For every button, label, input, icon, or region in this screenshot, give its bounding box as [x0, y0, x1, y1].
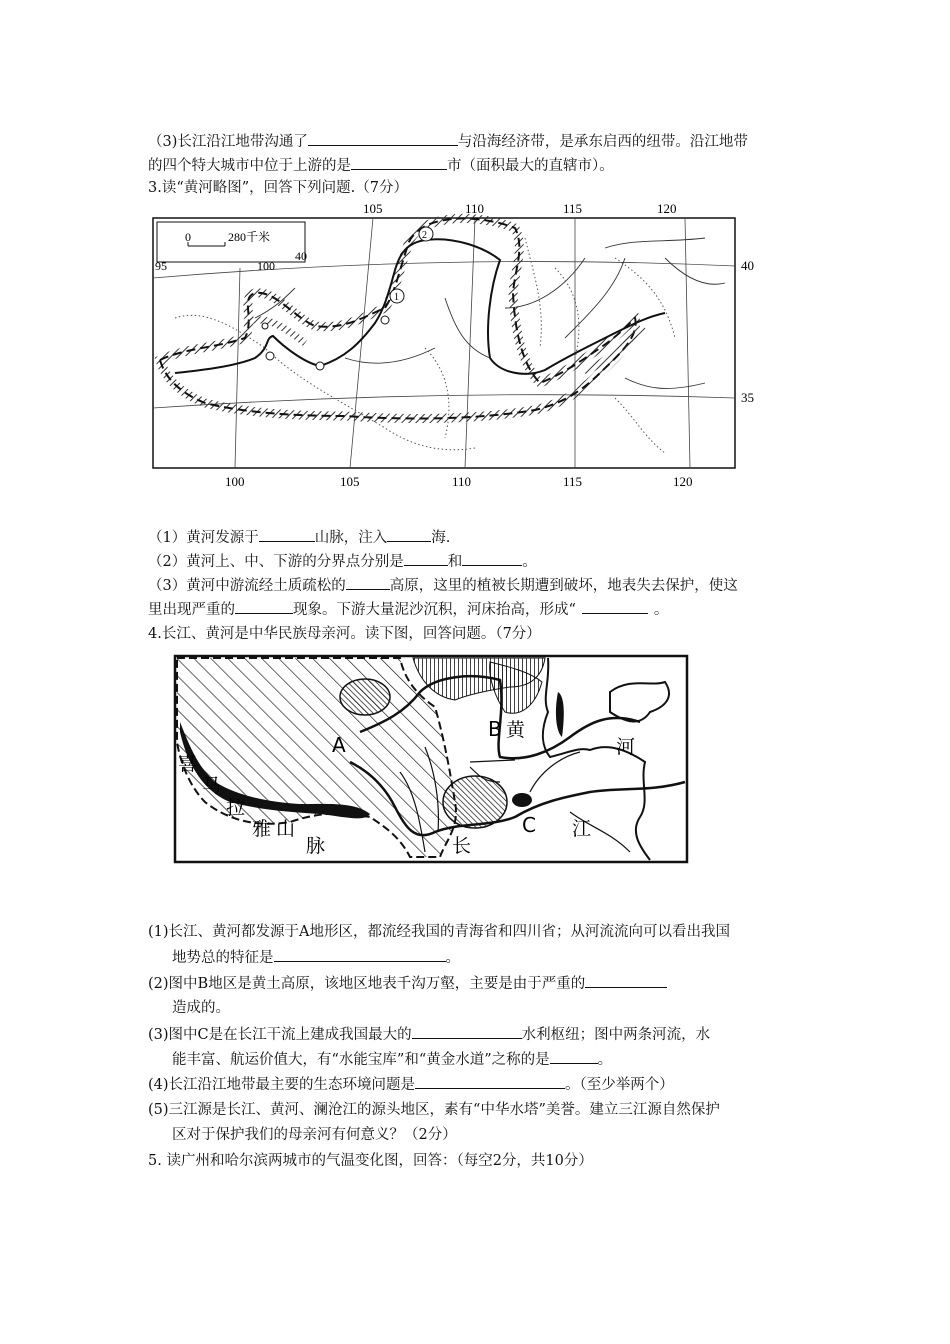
blank — [235, 599, 293, 614]
q2-3-line-2 — [148, 155, 614, 176]
q2-3-text: 市（面积最大的直辖市）。 — [447, 158, 614, 174]
q3-text: 高原，这里的植被长期遭到破坏，地表失去保护，使这 — [389, 578, 738, 594]
basin-boundary-hatch — [160, 218, 636, 418]
q3-title: 3.读“黄河略图”，回答下列问题.（7分） — [148, 180, 408, 196]
label-himalaya-4: 雅 — [252, 818, 272, 840]
q4-text: 。（至少举两个） — [565, 1077, 674, 1093]
q2-3-line-1 — [148, 131, 748, 152]
city-marker — [266, 352, 274, 360]
lat-inner-40: 40 — [295, 249, 307, 263]
lon-top-105: 105 — [363, 201, 383, 216]
blank — [274, 947, 446, 962]
blank — [585, 973, 667, 988]
label-huang: 黄 — [506, 719, 526, 741]
q2-3-text: （3)长江沿江地带沟通了 — [148, 134, 308, 150]
label-c: C — [522, 813, 536, 837]
three-gorges-marker — [512, 793, 532, 807]
q3-s2 — [148, 551, 537, 572]
tributaries — [255, 238, 725, 388]
q4-p1: (1)长江、黄河都发源于A地形区，都流经我国的青海省和四川省；从河流流向可以看出我国 — [148, 924, 731, 940]
label-chang: 长 — [452, 835, 472, 857]
lat-right-35: 35 — [741, 390, 754, 405]
q4-title: 4.长江、黄河是中华民族母亲河。读下图，回答问题。（7分） — [148, 626, 541, 642]
q3-s1 — [148, 527, 450, 548]
label-himalaya-6: 脉 — [306, 835, 326, 857]
q2-3-text: 的四个特大城市中位于上游的是 — [148, 158, 351, 174]
q4-text: 水利枢纽；图中两条河流，水 — [521, 1027, 711, 1043]
q4-p3 — [148, 1024, 710, 1045]
blank — [550, 1049, 598, 1064]
label-a: A — [332, 733, 346, 757]
q3-text: （3）黄河中游流经土质疏松的 — [148, 578, 346, 594]
q3-text: 现象。下游大量泥沙沉积，河床抬高，形成“ — [293, 602, 576, 618]
blank — [346, 575, 390, 590]
city-marker — [262, 323, 268, 329]
blank — [387, 527, 431, 542]
lon-inner-95: 95 — [155, 259, 167, 273]
q3-s3-cont — [148, 599, 668, 620]
scale-label: 280千米 — [228, 230, 271, 244]
scale-zero: 0 — [185, 230, 191, 244]
lon-bottom-120: 120 — [673, 474, 693, 489]
label-jiang: 江 — [572, 818, 592, 840]
q3-s3 — [148, 575, 738, 596]
blank — [412, 1024, 522, 1039]
blank — [462, 551, 522, 566]
q4-text: 能丰富、航运价值大，有“水能宝库”和“黄金水道”之称的是 — [172, 1052, 550, 1068]
mountain-hatch — [245, 320, 305, 343]
qaidam-basin — [340, 679, 390, 715]
q4-p4 — [148, 1074, 674, 1095]
label-himalaya-2: 马 — [202, 775, 222, 797]
q3-text: 。 — [653, 602, 669, 618]
q4-p2 — [148, 973, 667, 994]
q4-p5: (5)三江源是长江、黄河、澜沧江的源头地区，素有“中华水塔”美誉。建立三江源自然保护 — [148, 1102, 720, 1118]
q2-3-text: 与沿海经济带，是承东启西的纽带。沿江地带 — [457, 134, 748, 150]
label-himalaya-3: 拉 — [226, 797, 246, 819]
blank — [415, 1074, 565, 1089]
q4-text: 地势总的特征是 — [172, 950, 274, 966]
label-he: 河 — [616, 736, 636, 758]
q4-text: (3)图中C是在长江干流上建成我国最大的 — [148, 1027, 412, 1043]
q4-p1-cont — [172, 947, 460, 968]
q4-p5-cont: 区对于保护我们的母亲河有何意义？（2分） — [172, 1127, 457, 1143]
lon-bottom-105: 105 — [340, 474, 360, 489]
basin-boundary — [160, 218, 636, 418]
lon-bottom-115: 115 — [563, 474, 583, 489]
lat-right-40: 40 — [741, 258, 754, 273]
q3-text: 海. — [431, 530, 451, 546]
lon-inner-100: 100 — [257, 259, 275, 273]
q4-text: 。 — [445, 950, 460, 966]
lon-top-110: 110 — [465, 201, 485, 216]
yellow-river-map — [145, 198, 755, 498]
q4-p2-cont: 造成的。 — [172, 1000, 230, 1016]
lon-top-115: 115 — [563, 201, 583, 216]
lon-bottom-110: 110 — [452, 474, 472, 489]
blank — [582, 599, 648, 614]
q4-text: (4)长江沿江地带最主要的生态环境问题是 — [148, 1077, 416, 1093]
sichuan-basin — [443, 776, 507, 828]
blank — [259, 527, 315, 542]
city-marker — [316, 362, 324, 370]
q3-text: （2）黄河上、中、下游的分界点分别是 — [148, 554, 404, 570]
city-marker — [381, 316, 389, 324]
lon-bottom-100: 100 — [225, 474, 245, 489]
label-b: B — [488, 717, 502, 741]
marker-2-label: 2 — [422, 230, 427, 241]
label-himalaya-5: 山 — [276, 818, 296, 840]
blank — [404, 551, 448, 566]
blank — [351, 155, 447, 170]
q3-text: 里出现严重的 — [148, 602, 235, 618]
q4-text: (2)图中B地区是黄土高原，该地区地表千沟万壑，主要是由于严重的 — [148, 976, 586, 992]
q3-text: 。 — [522, 554, 537, 570]
marker-1-label: 1 — [394, 292, 399, 303]
q3-text: （1）黄河发源于 — [148, 530, 259, 546]
label-himalaya-1: 喜 — [178, 753, 198, 775]
lon-top-120: 120 — [657, 201, 677, 216]
q4-text: 。 — [597, 1052, 613, 1068]
q3-text: 和 — [447, 554, 463, 570]
two-rivers-map — [170, 652, 695, 867]
q4-p3-cont — [172, 1049, 612, 1070]
q5-title: 5. 读广州和哈尔滨两城市的气温变化图，回答：（每空2分，共10分） — [148, 1153, 593, 1169]
q3-text: 山脉，注入 — [314, 530, 388, 546]
blank — [308, 131, 458, 146]
